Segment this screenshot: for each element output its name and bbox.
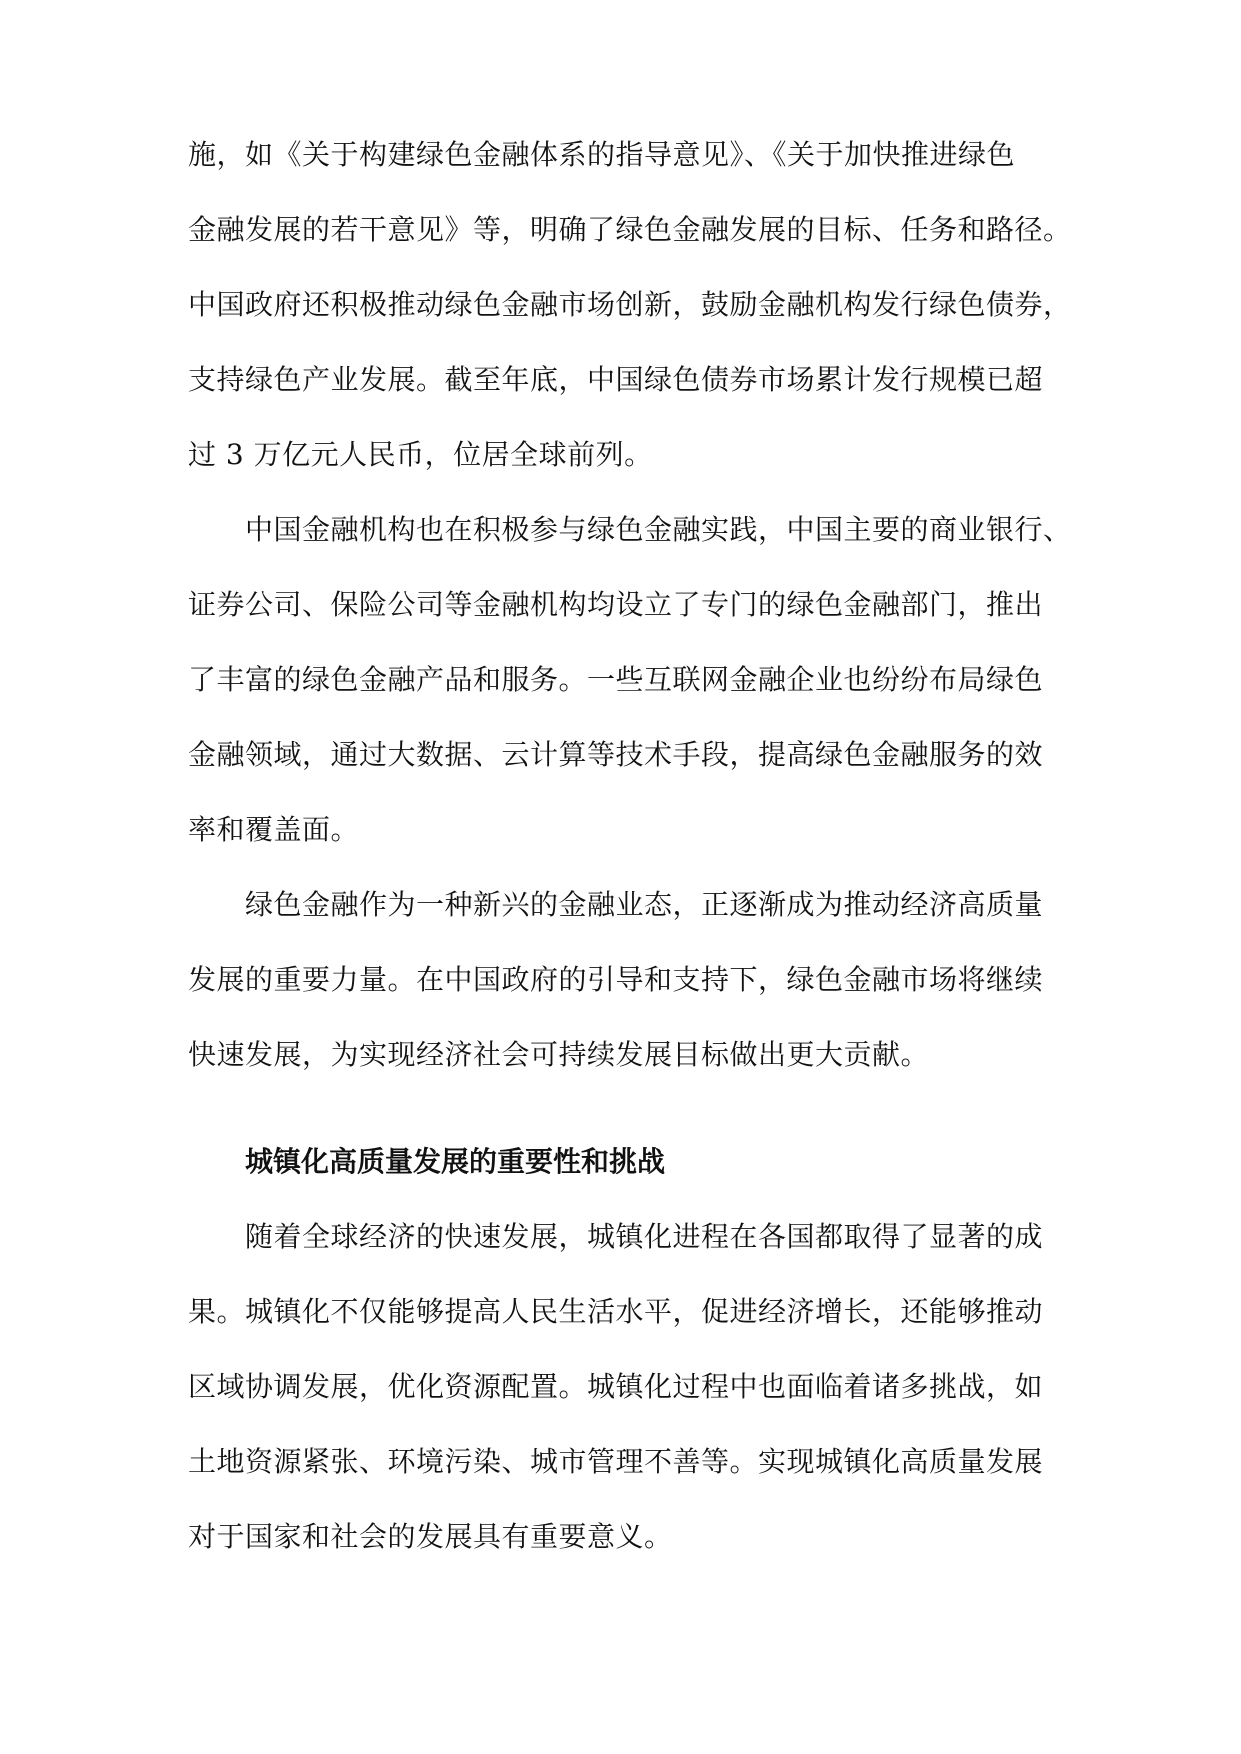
text-line: 发展的重要力量。在中国政府的引导和支持下，绿色金融市场将继续	[188, 963, 1044, 996]
text-line: 证券公司、保险公司等金融机构均设立了专门的绿色金融部门，推出	[188, 588, 1044, 621]
text-line: 果。城镇化不仅能够提高人民生活水平，促进经济增长，还能够推动	[188, 1295, 1044, 1328]
text-line: 区域协调发展，优化资源配置。城镇化过程中也面临着诸多挑战，如	[188, 1370, 1044, 1403]
text-line: 绿色金融作为一种新兴的金融业态，正逐渐成为推动经济高质量	[245, 888, 1044, 921]
text-line: 了丰富的绿色金融产品和服务。一些互联网金融企业也纷纷布局绿色	[188, 663, 1044, 696]
paragraph-financial-institutions	[188, 492, 1072, 867]
text-line: 快速发展，为实现经济社会可持续发展目标做出更大贡献。	[188, 1038, 930, 1071]
text-line: 土地资源紧张、环境污染、城市管理不善等。实现城镇化高质量发展	[188, 1445, 1044, 1478]
text-line: 支持绿色产业发展。截至年底，中国绿色债券市场累计发行规模已超	[188, 363, 1044, 396]
section-heading-block	[188, 1124, 1068, 1199]
text-line: 施，如《关于构建绿色金融体系的指导意见》、《关于加快推进绿色	[188, 138, 1016, 171]
text-line: 中国金融机构也在积极参与绿色金融实践，中国主要的商业银行、	[245, 513, 1072, 546]
text-line: 随着全球经济的快速发展，城镇化进程在各国都取得了显著的成	[245, 1220, 1044, 1253]
paragraph-green-finance-policy	[188, 117, 1072, 492]
paragraph-green-finance-outlook	[188, 867, 1068, 1092]
text-line: 金融发展的若干意见》等，明确了绿色金融发展的目标、任务和路径。	[188, 213, 1072, 246]
text-line: 对于国家和社会的发展具有重要意义。	[188, 1520, 673, 1553]
text-line: 过 3 万亿元人民币，位居全球前列。	[188, 438, 653, 471]
section-heading: 城镇化高质量发展的重要性和挑战	[245, 1145, 666, 1178]
text-line: 率和覆盖面。	[188, 813, 360, 846]
text-line: 中国政府还积极推动绿色金融市场创新，鼓励金融机构发行绿色债券，	[188, 288, 1072, 321]
paragraph-urbanization	[188, 1199, 1068, 1574]
text-line: 金融领域，通过大数据、云计算等技术手段，提高绿色金融服务的效	[188, 738, 1044, 771]
